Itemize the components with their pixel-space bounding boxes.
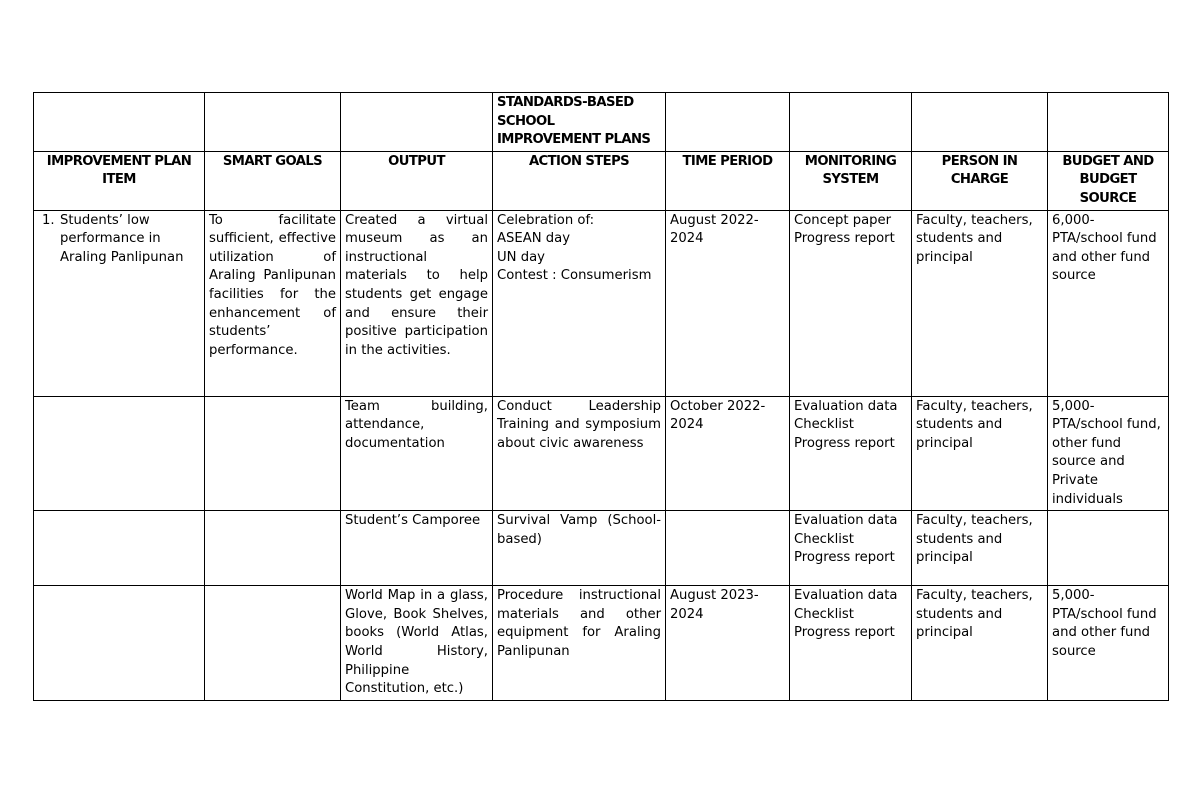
action-steps-cell: Conduct Leadership Training and symposium about civic awareness	[493, 396, 666, 511]
header-smart-goals: SMART GOALS	[205, 151, 341, 210]
action-steps-cell: Procedure instructional materials and other equipment for Araling Panlipunan	[493, 586, 666, 701]
time-period-cell	[666, 511, 790, 586]
title-row	[34, 93, 1169, 152]
improvement-item-cell	[34, 210, 205, 396]
monitoring-cell: Evaluation data Checklist Progress report	[790, 396, 912, 511]
monitoring-cell: Concept paper Progress report	[790, 210, 912, 396]
person-in-charge-cell: Faculty, teachers, students and principal	[912, 511, 1048, 586]
budget-cell: 5,000-PTA/school fund, other fund source and Private individuals	[1048, 396, 1169, 511]
item-text: Students’ low performance in Araling Panlipunan	[60, 212, 184, 265]
time-period-cell: August 2022-2024	[666, 210, 790, 396]
header-output: OUTPUT	[341, 151, 493, 210]
budget-cell: 6,000-PTA/school fund and other fund source	[1048, 210, 1169, 396]
person-in-charge-cell: Faculty, teachers, students and principal	[912, 396, 1048, 511]
smart-goals-cell	[205, 396, 341, 511]
header-time-period: TIME PERIOD	[666, 151, 790, 210]
improvement-item-cell	[34, 511, 205, 586]
output-cell: Team building, attendance, documentation	[341, 396, 493, 511]
smart-goals-cell	[205, 511, 341, 586]
header-person-in-charge: PERSON IN CHARGE	[912, 151, 1048, 210]
item-number: 1.	[42, 212, 55, 228]
output-cell: Created a virtual museum as an instructional materials to help students get engage and ensure their positive participation in the activities.	[341, 210, 493, 396]
header-budget: BUDGET AND BUDGET SOURCE	[1048, 151, 1169, 210]
person-in-charge-cell: Faculty, teachers, students and principal	[912, 210, 1048, 396]
improvement-item-cell	[34, 586, 205, 701]
table-row	[34, 396, 1169, 511]
time-period-cell: August 2023-2024	[666, 586, 790, 701]
output-cell: World Map in a glass, Glove, Book Shelves, books (World Atlas, World History, Philippine Constitution, etc.)	[341, 586, 493, 701]
header-improvement-plan-item: IMPROVEMENT PLAN ITEM	[34, 151, 205, 210]
header-monitoring-system: MONITORING SYSTEM	[790, 151, 912, 210]
table-title: STANDARDS-BASED SCHOOL IMPROVEMENT PLANS	[493, 93, 666, 152]
improvement-plan-table	[33, 92, 1169, 701]
monitoring-cell: Evaluation data Checklist Progress report	[790, 586, 912, 701]
budget-cell: 5,000-PTA/school fund and other fund source	[1048, 586, 1169, 701]
budget-cell	[1048, 511, 1169, 586]
time-period-cell: October 2022-2024	[666, 396, 790, 511]
action-steps-cell: Survival Vamp (School-based)	[493, 511, 666, 586]
header-row	[34, 151, 1169, 210]
table-row	[34, 511, 1169, 586]
improvement-item-cell	[34, 396, 205, 511]
table-row	[34, 210, 1169, 396]
smart-goals-cell	[205, 586, 341, 701]
action-steps-cell: Celebration of: ASEAN day UN day Contest : Consumerism	[493, 210, 666, 396]
table-row	[34, 586, 1169, 701]
header-action-steps: ACTION STEPS	[493, 151, 666, 210]
person-in-charge-cell: Faculty, teachers, students and principal	[912, 586, 1048, 701]
smart-goals-cell: To facilitate sufficient, effective utilization of Araling Panlipunan facilities for the enhancement of students’ performance.	[205, 210, 341, 396]
monitoring-cell: Evaluation data Checklist Progress report	[790, 511, 912, 586]
output-cell: Student’s Camporee	[341, 511, 493, 586]
